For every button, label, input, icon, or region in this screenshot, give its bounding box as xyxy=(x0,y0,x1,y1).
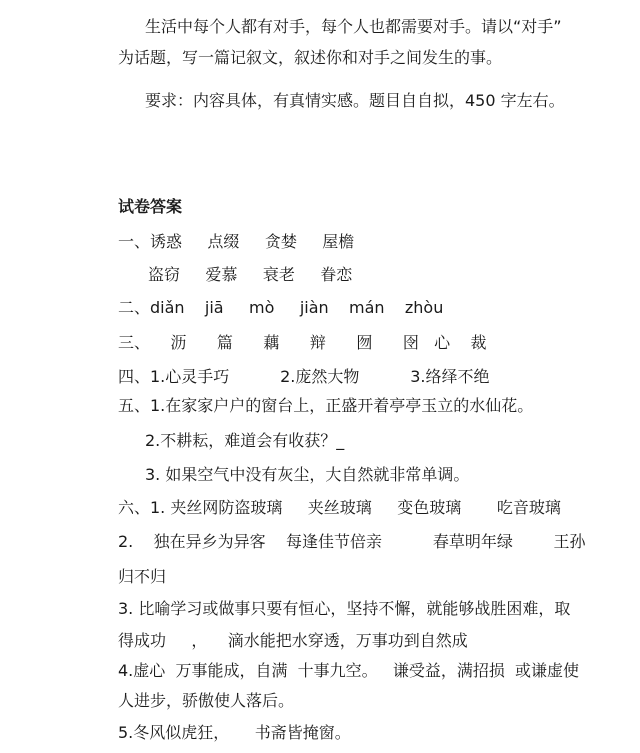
answer-q6-3-line-1: 3. 比喻学习或做事只要有恒心，坚持不懈，就能够战胜困难，取 xyxy=(118,599,571,618)
answer-q4: 四、1.心灵手巧 2.庞然大物 3.络绎不绝 xyxy=(118,367,490,386)
answer-q5-1: 五、1.在家家户户的窗台上，正盛开着亭亭玉立的水仙花。 xyxy=(118,396,534,415)
prompt-line-2: 为话题，写一篇记叙文，叙述你和对手之间发生的事。 xyxy=(118,48,503,67)
answer-q6-2-continued: 归不归 xyxy=(118,567,167,586)
answer-q5-2: 2.不耕耘，难道会有收获？_ xyxy=(145,431,345,450)
answer-q1-line-1: 一、诱惑 点缀 贪婪 屋檐 xyxy=(118,232,355,251)
answer-q6-2: 2. 独在异乡为异客 每逢佳节倍亲 春草明年绿 王孙 xyxy=(118,532,586,551)
answer-q6-1: 六、1. 夹丝网防盗玻璃 夹丝玻璃 变色玻璃 吃音玻璃 xyxy=(118,498,561,517)
prompt-requirement: 要求：内容具体，有真情实感。题目自自拟，450 字左右。 xyxy=(145,91,565,110)
answer-q2: 二、diǎn jiā mò jiàn mán zhòu xyxy=(118,298,444,317)
answer-q6-4-line-2: 人进步，骄傲使人落后。 xyxy=(118,691,295,710)
answer-q5-3: 3. 如果空气中没有灰尘，大自然就非常单调。 xyxy=(145,465,470,484)
answer-q3: 三、 沥 篇 藕 辩 囫 囹 心 裁 xyxy=(118,333,487,352)
answer-q6-5: 5.冬风似虎狂， 书斋皆掩窗。 xyxy=(118,723,351,742)
answers-title: 试卷答案 xyxy=(118,197,183,216)
prompt-line-1: 生活中每个人都有对手，每个人也都需要对手。请以“对手” xyxy=(145,17,562,36)
answer-q6-4-line-1: 4.虚心 万事能成，自满 十事九空。 谦受益，满招损 或谦虚使 xyxy=(118,661,580,680)
answer-q6-3-line-2: 得成功 ， 滴水能把水穿透，万事功到自然成 xyxy=(118,631,468,650)
answer-q1-line-2: 盗窃 爱慕 衰老 眷恋 xyxy=(148,265,353,284)
